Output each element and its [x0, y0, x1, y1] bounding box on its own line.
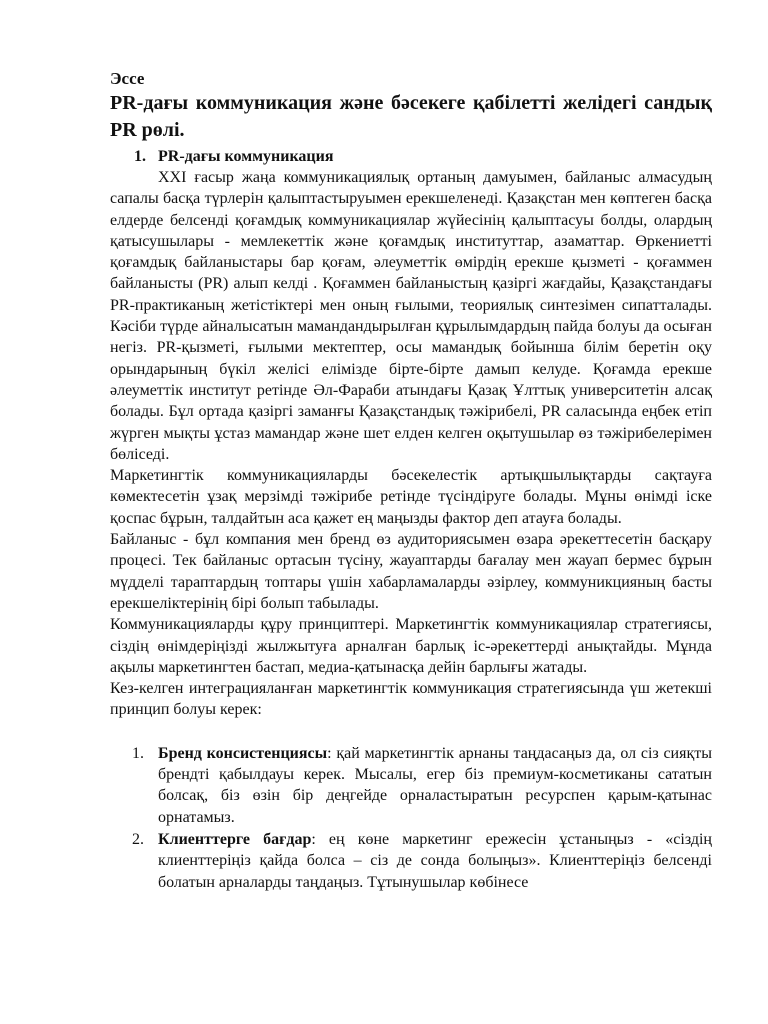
paragraph-principles-intro: Коммуникацияларды құру принциптері. Маркетингтік коммуникациялар стратегиясы, сіздің өнімдеріңізді жылжытуға арналған барлық іс-әрекеттерді анықтайды. Мұнда ақылы маркетингтен бастап, медиа-қатынасқа дейін барлығы жатады. — [110, 616, 712, 676]
paragraph-marketing: Маркетингтік коммуникацияларды бәсекелестік артықшылықтарды сақтауға көмектесетін ұзақ мерзімді тәжірибе ретінде түсіндіруге болады. Мұны өнімді іске қоспас бұрын, талдайтын аса қажет ең маңызды фактор деп атауға болады. — [110, 467, 712, 527]
section-number: 1. — [134, 148, 146, 165]
section-heading-text: PR-дағы коммуникация — [158, 148, 334, 165]
paragraph-three-principles: Кез-келген интеграцияланған маркетингтік коммуникация стратегиясында үш жетекші принцип болуы керек: — [110, 680, 712, 719]
list-item — [110, 743, 712, 828]
list-item-number: 1. — [132, 744, 144, 762]
paragraph-communication: Байланыс - бұл компания мен бренд өз аудиториясымен өзара әрекеттесетін басқару процесі. Тек байланыс ортасын түсіну, жауаптарды бағалау мен жауап бермес бұрын мүдделі тараптардың топтары үшін хабарламаларды әзірлеу, коммуникцияның басты ерекшеліктерінің бірі болып табылады. — [110, 531, 712, 612]
list-item-text: : ең көне маркетинг ережесін ұстаныңыз - «сіздің клиенттеріңіз қайда болса – сіз де сонда болыңыз». Клиенттеріңіз белсенді болатын арналарды таңдаңыз. Тұтынушылар көбінесе — [158, 830, 712, 891]
list-item-text: : қай маркетингтік арнаны таңдасаңыз да, ол сіз сияқты брендті қабылдауы керек. Мысалы, егер біз премиум-косметиканы сататын болсақ, біз өзін бір деңгейде орналастыратын ресурспен қарым-қатынас орнатамыз. — [158, 744, 712, 826]
paragraph-intro: XXI ғасыр жаңа коммуникациялық ортаның дамуымен, байланыс алмасудың сапалы басқа түрлерін қалыптастыруымен ерекшеленеді. Қазақстан мен көптеген басқа елдерде белсенді қоғамдық коммуникациялар жүйесінің қалыптасуы болды, олардың қатысушылары - мемлекеттік және қоғамдық институттар, азаматтар. Өркениетті қоғамдық байланыстары бар қоғам, әлеуметтік өмірдің ерекше қызметі - қоғаммен байланысты (PR) алып келді . Қоғаммен байланыстың қазіргі жағдайы, Қазақстандағы PR-практиканың жетістіктері мен оның ғылыми, теориялық синтезімен сипатталады. Кәсіби түрде айналысатын мамандандырылған құрылымдардың пайда болуы да осыған негіз. PR-қызметі, ғылыми мектептер, осы мамандық бойынша білім беретін оқу орындарының бүкіл желісі елімізде бірте-бірте дамып келуде. Қоғамда ерекше әлеуметтік институт ретінде Әл-Фараби атындағы Қазақ Ұлттық университетін алсақ болады. Бұл ортада қазіргі заманғы Қазақстандық тәжірибелі, PR саласында еңбек етіп жүрген мықты ұстаз мамандар және шет елден келген оқытушылар өз тәжірибелерімен бөліседі. — [110, 169, 712, 463]
essay-label: Эссе — [110, 69, 145, 88]
list-item-number: 2. — [132, 830, 144, 848]
list-item — [110, 829, 712, 893]
essay-title: PR-дағы коммуникация және бәсекеге қабілетті желідегі сандық PR рөлі. — [110, 92, 712, 141]
blank-line — [110, 721, 712, 743]
principles-list — [110, 743, 712, 893]
list-item-term: Клиенттерге бағдар — [158, 830, 312, 848]
section-heading — [110, 147, 712, 167]
list-item-term: Бренд консистенциясы — [158, 744, 328, 762]
